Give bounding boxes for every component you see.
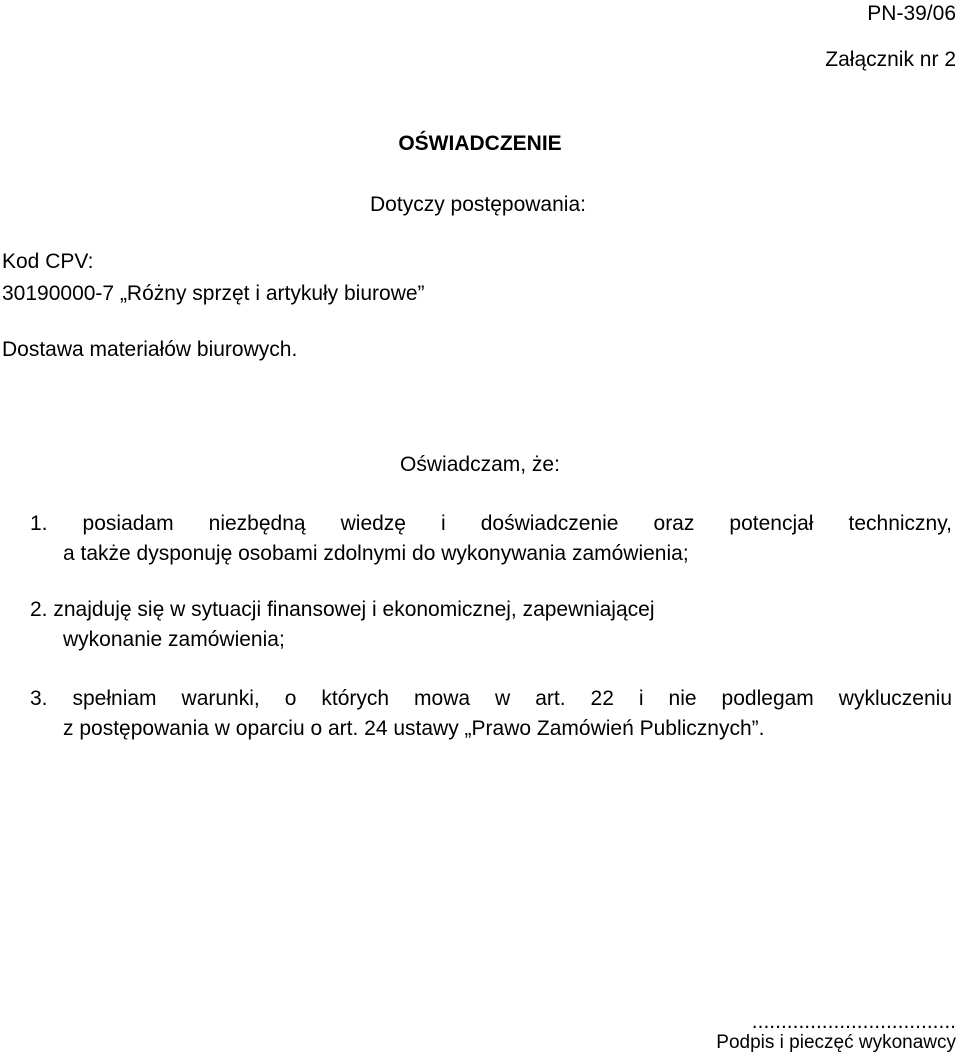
document-title: OŚWIADCZENIE bbox=[398, 132, 562, 155]
delivery-description: Dostawa materiałów biurowych. bbox=[2, 338, 298, 361]
annex-label: Załącznik nr 2 bbox=[825, 48, 956, 71]
declaration-item-1-line-1: 1. posiadam niezbędną wiedzę i doświadczenie oraz potencjał techniczny, bbox=[30, 512, 952, 535]
declaration-item-3-line-2: z postępowania w oparciu o art. 24 ustawy „Prawo Zamówień Publicznych”. bbox=[63, 717, 765, 740]
cpv-code: 30190000-7 „Różny sprzęt i artykuły biurowe” bbox=[2, 282, 425, 305]
declaration-item-1-line-2: a także dysponuję osobami zdolnymi do wykonywania zamówienia; bbox=[63, 542, 689, 565]
cpv-label: Kod CPV: bbox=[2, 250, 94, 273]
declaration-item-3-line-1: 3. spełniam warunki, o których mowa w art. 22 i nie podlegam wykluczeniu bbox=[30, 687, 952, 710]
declaration-item-2-line-1: 2. znajduję się w sytuacji finansowej i ekonomicznej, zapewniającej bbox=[30, 598, 655, 621]
declaration-item-1 bbox=[30, 509, 952, 569]
declaration-intro: Oświadczam, że: bbox=[400, 453, 560, 476]
subject-line: Dotyczy postępowania: bbox=[370, 193, 586, 216]
declaration-item-2-line-2: wykonanie zamówienia; bbox=[63, 628, 285, 651]
declaration-item-2 bbox=[30, 595, 952, 655]
declaration-item-3 bbox=[30, 684, 952, 744]
signature-caption: Podpis i pieczęć wykonawcy bbox=[716, 1032, 956, 1053]
document-reference: PN-39/06 bbox=[867, 2, 956, 25]
signature-line: ................................... bbox=[751, 1010, 956, 1033]
